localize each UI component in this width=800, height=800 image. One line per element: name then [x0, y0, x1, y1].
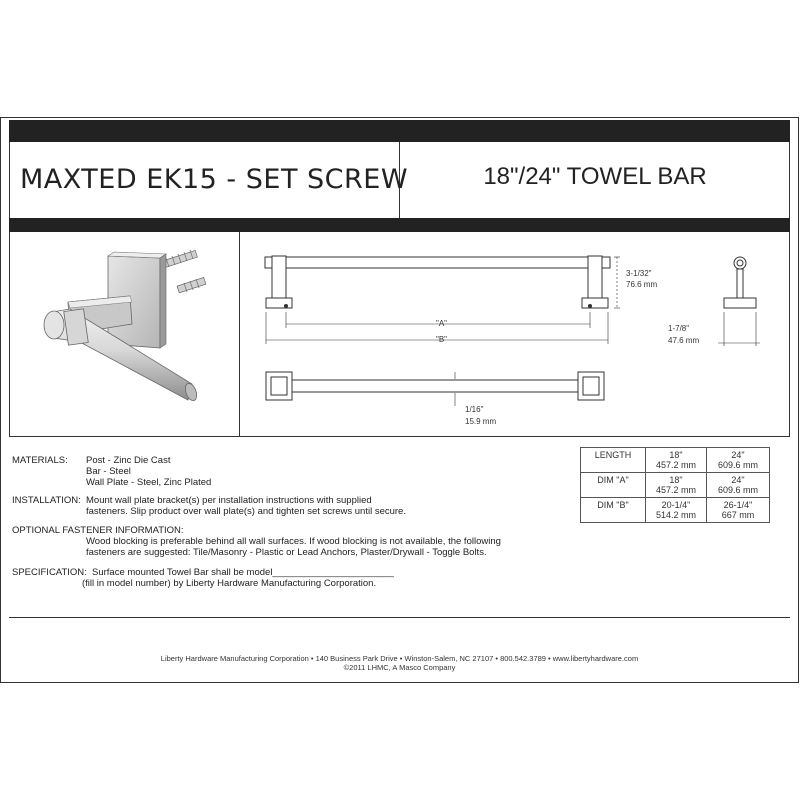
table-cell: 18" 457.2 mm — [646, 448, 707, 473]
dimensions-table — [580, 447, 770, 523]
footer — [9, 654, 790, 672]
projection-mm-label: 47.6 mm — [668, 336, 700, 345]
product-image-panel — [9, 232, 240, 437]
projection-inch-label: 1-7/8" — [668, 324, 690, 333]
installation-line: fasteners. Slip product over wall plate(s) and tighten set screws until secure. — [86, 506, 406, 517]
table-cell: 20-1/4" 514.2 mm — [646, 498, 707, 523]
front-elevation — [265, 256, 610, 308]
header-bottom-bar — [9, 218, 790, 232]
materials-line: Post - Zinc Die Cast — [86, 455, 171, 466]
specification-line: Surface mounted Towel Bar shall be model_______________________ — [92, 567, 394, 578]
row-label: DIM "A" — [581, 473, 646, 498]
materials-line: Bar - Steel — [86, 466, 131, 477]
header-top-bar — [9, 120, 790, 142]
dim-b-label: "B" — [436, 335, 448, 344]
table-cell: 24" 609.6 mm — [707, 448, 770, 473]
plan-view — [266, 372, 604, 400]
model-title: MAXTED EK15 - SET SCREW — [20, 164, 409, 195]
materials-label: MATERIALS: — [12, 455, 68, 466]
specification-label: SPECIFICATION: — [12, 567, 87, 578]
table-cell: 26-1/4" 667 mm — [707, 498, 770, 523]
optional-fastener-label: OPTIONAL FASTENER INFORMATION: — [12, 525, 184, 536]
row-label: LENGTH — [581, 448, 646, 473]
footer-divider — [9, 617, 790, 618]
height-inch-label: 3-1/32" — [626, 269, 652, 278]
product-title: 18"/24" TOWEL BAR — [483, 163, 707, 190]
product-rendering — [10, 232, 239, 436]
installation-line: Mount wall plate bracket(s) per installation instructions with supplied — [86, 495, 372, 506]
materials-line: Wall Plate - Steel, Zinc Plated — [86, 477, 212, 488]
company-address: Liberty Hardware Manufacturing Corporation • 140 Business Park Drive • Winston-Salem, NC 27107 • 800.542.3789 • www.libertyhardware.com — [160, 654, 639, 663]
specification-line: (fill in model number) by Liberty Hardware Manufacturing Corporation. — [82, 578, 377, 589]
table-cell: 18" 457.2 mm — [646, 473, 707, 498]
dim-a-label: "A" — [436, 319, 448, 328]
bar-mm-label: 15.9 mm — [465, 417, 497, 426]
table-cell: 24" 609.6 mm — [707, 473, 770, 498]
table-row — [581, 448, 770, 473]
height-mm-label: 76.6 mm — [626, 280, 658, 289]
row-label: DIM "B" — [581, 498, 646, 523]
dimension-drawing-panel — [240, 232, 790, 437]
optional-fastener-line: Wood blocking is preferable behind all wall surfaces. If wood blocking is not available, the following — [86, 536, 501, 547]
table-row — [581, 498, 770, 523]
copyright: ©2011 LHMC, A Masco Company — [343, 663, 456, 672]
optional-fastener-line: fasteners are suggested: Tile/Masonry - Plastic or Lead Anchors, Plaster/Drywall - Toggle Bolts. — [86, 547, 487, 558]
side-elevation — [724, 257, 756, 308]
table-row — [581, 473, 770, 498]
bar-inch-label: 1/16" — [465, 405, 484, 414]
installation-label: INSTALLATION: — [12, 495, 81, 506]
dimension-drawing — [240, 232, 789, 436]
